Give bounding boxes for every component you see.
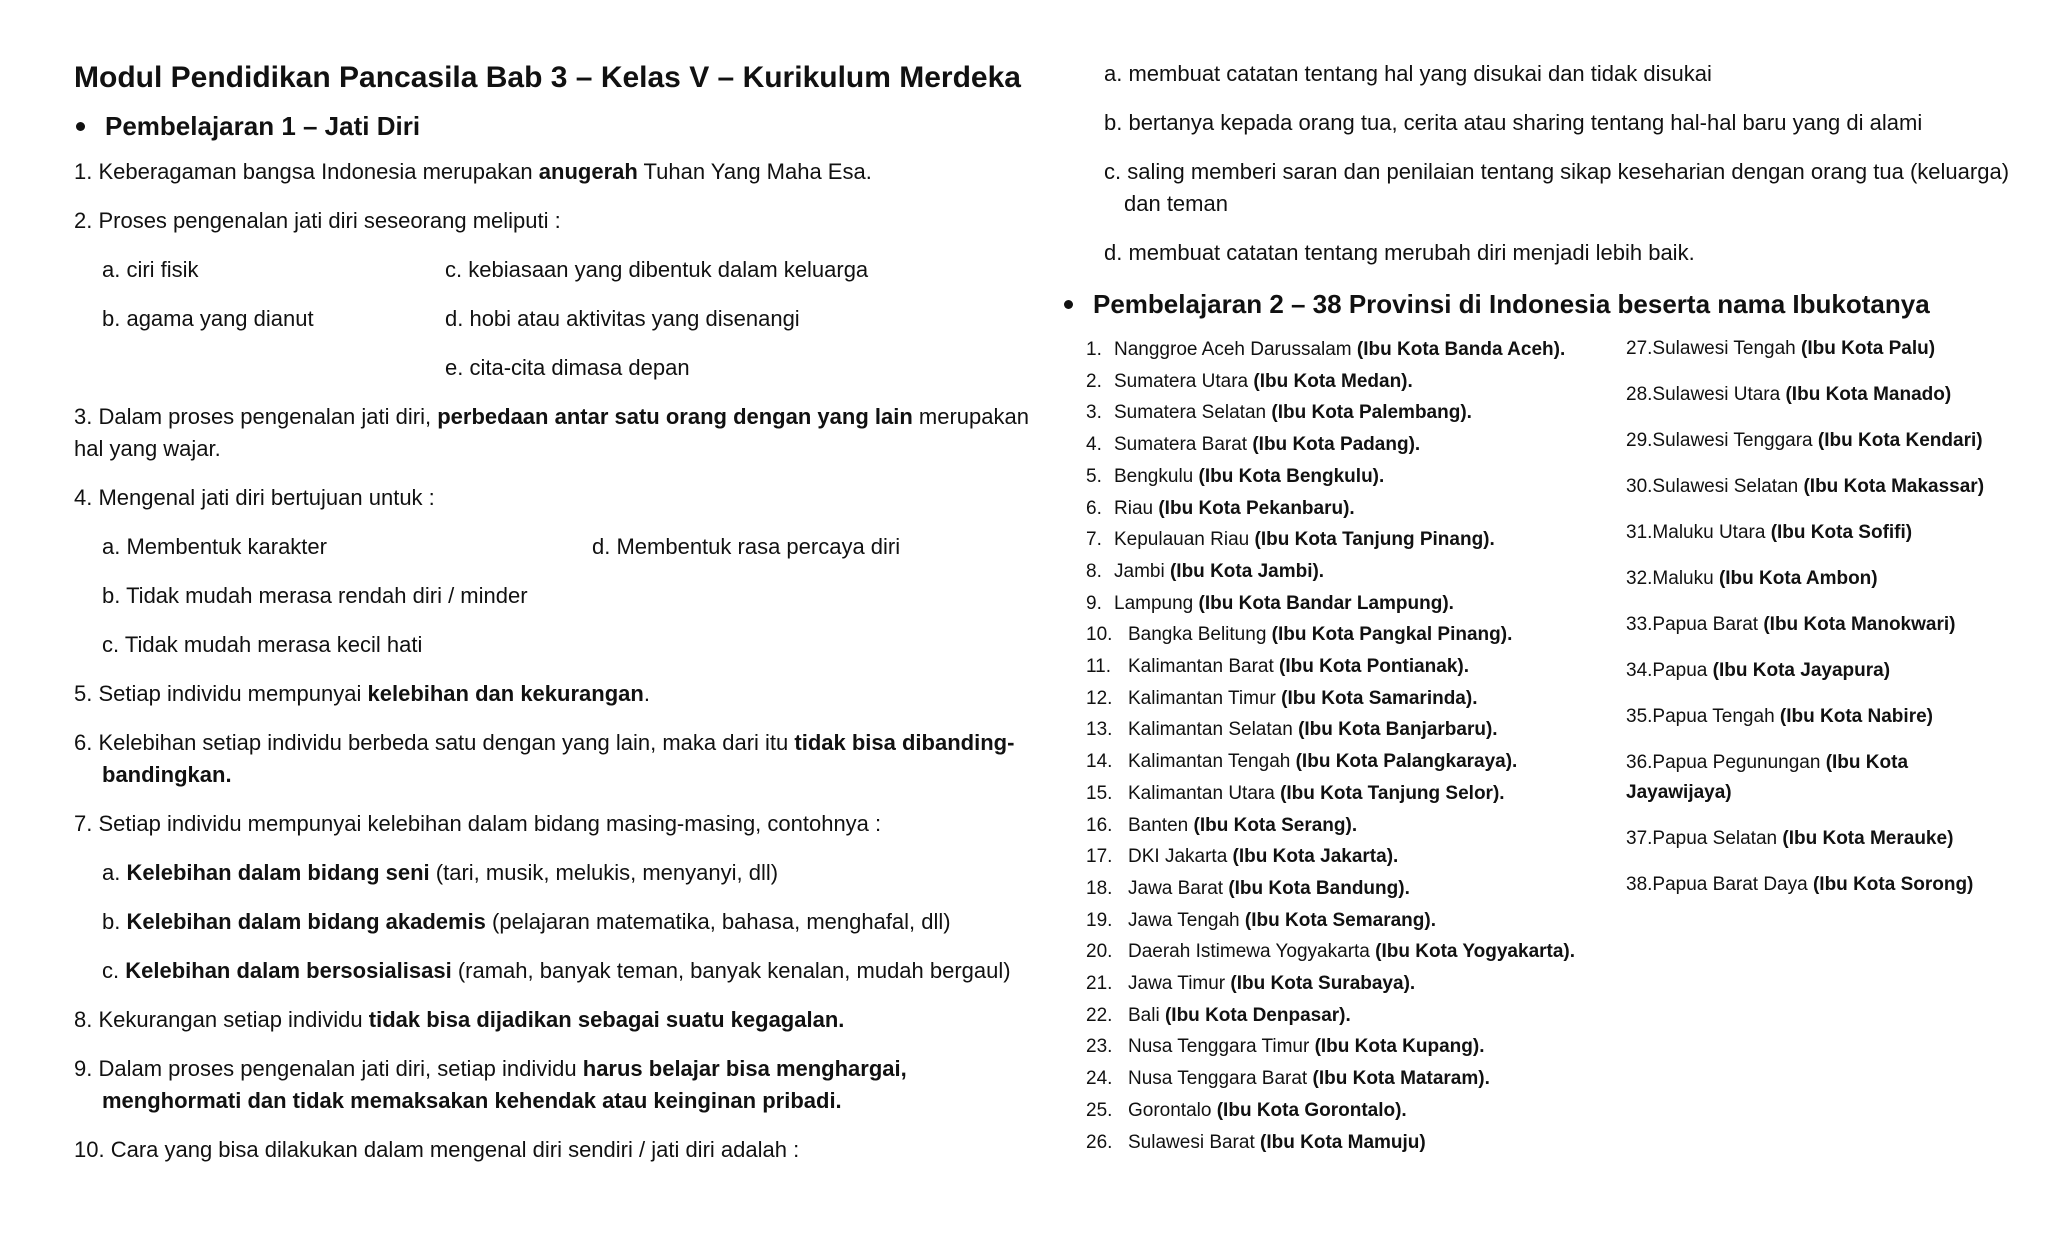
province-capital: (Ibu Kota Palembang). (1271, 402, 1472, 424)
province-number: 8. (1086, 560, 1102, 582)
province-name: Sumatera Selatan (1114, 402, 1272, 424)
section-heading-2 (1062, 286, 2022, 322)
province-name: Papua Barat (1652, 614, 1764, 635)
province-item (1086, 936, 1626, 968)
province-name: Kalimantan Barat (1128, 656, 1280, 678)
province-item (1086, 1063, 1626, 1095)
province-name: Bali (1128, 1004, 1165, 1026)
province-name: Nanggroe Aceh Darussalam (1114, 339, 1357, 360)
province-capital: (Ibu Kota Kendari) (1817, 430, 1983, 451)
province-capital: (Ibu Kota Mamuju) (1260, 1131, 1426, 1153)
province-number: 2. (1086, 370, 1102, 392)
province-number: 36. (1626, 752, 1653, 773)
province-item (1086, 493, 1626, 525)
province-item (1626, 870, 1996, 900)
item-7a: a. Kelebihan dalam bidang seni (tari, musik, melukis, menyanyi, dll) (102, 860, 779, 885)
province-capital: (Ibu Kota Pontianak). (1279, 656, 1470, 678)
province-list-col-2 (1626, 334, 1996, 1158)
province-item (1086, 588, 1626, 620)
province-name: Lampung (1114, 592, 1199, 614)
province-name: Papua Pegunungan (1652, 752, 1826, 773)
province-number: 28. (1626, 384, 1653, 405)
province-name: Kalimantan Tengah (1128, 751, 1296, 773)
province-number: 6. (1086, 497, 1102, 519)
province-number: 12. (1086, 687, 1113, 709)
section-heading-2-text: Pembelajaran 2 – 38 Provinsi di Indonesia beserta nama Ibukotanya (1093, 289, 1930, 319)
province-number: 30. (1626, 476, 1653, 497)
province-name: Sulawesi Tengah (1652, 338, 1802, 359)
option-c: c. saling memberi saran dan penilaian tentang sikap keseharian dengan orang tua (keluarga) dan teman (1104, 159, 2010, 216)
province-capital: (Ibu Kota Jakarta). (1232, 846, 1399, 868)
province-item (1086, 334, 1626, 366)
province-name: Jawa Barat (1128, 877, 1229, 899)
province-name: Sulawesi Tenggara (1652, 430, 1818, 451)
province-name: Bengkulu (1114, 465, 1199, 487)
province-number: 21. (1086, 973, 1113, 995)
item-2a: a. ciri fisik (102, 257, 199, 282)
province-name: Sumatera Utara (1114, 370, 1254, 392)
bullet-icon (1064, 300, 1073, 309)
province-item (1086, 366, 1626, 398)
province-item (1086, 1000, 1626, 1032)
province-number: 31. (1626, 522, 1653, 543)
province-item (1086, 810, 1626, 842)
province-number: 32. (1626, 568, 1653, 589)
province-name: Bangka Belitung (1128, 624, 1272, 646)
province-number: 13. (1086, 719, 1113, 741)
province-name: Jawa Tengah (1128, 909, 1245, 931)
province-list-col-1 (1086, 334, 1626, 1158)
province-item (1086, 778, 1626, 810)
province-item (1086, 841, 1626, 873)
province-item (1086, 619, 1626, 651)
province-capital: (Ibu Kota Banda Aceh). (1356, 339, 1566, 360)
province-name: Kepulauan Riau (1114, 529, 1255, 551)
option-d: d. membuat catatan tentang merubah diri menjadi lebih baik. (1104, 240, 1695, 265)
item-6: 6. Kelebihan setiap individu berbeda satu dengan yang lain, maka dari itu tidak bisa dibanding-bandingkan. (74, 730, 1015, 787)
province-item (1086, 683, 1626, 715)
province-item (1626, 702, 1996, 732)
item-2b: b. agama yang dianut (102, 306, 314, 331)
province-item (1626, 380, 1996, 410)
province-capital: (Ibu Kota Semarang). (1244, 909, 1436, 931)
province-item (1086, 1095, 1626, 1127)
province-number: 15. (1086, 782, 1113, 804)
province-item (1086, 524, 1626, 556)
province-name: Jawa Timur (1128, 973, 1231, 995)
province-capital: (Ibu Kota Serang). (1193, 814, 1358, 836)
province-number: 19. (1086, 909, 1113, 931)
province-item (1086, 429, 1626, 461)
item-4b: b. Tidak mudah merasa rendah diri / minder (102, 583, 528, 608)
province-item (1626, 824, 1996, 854)
province-capital: (Ibu Kota Pekanbaru). (1158, 497, 1355, 519)
province-name: Papua Selatan (1652, 828, 1783, 849)
province-capital: (Ibu Kota Bengkulu). (1198, 465, 1385, 487)
item-4d: d. Membentuk rasa percaya diri (592, 534, 901, 559)
province-name: Gorontalo (1128, 1099, 1217, 1121)
province-capital: (Ibu Kota Kupang). (1314, 1036, 1485, 1058)
province-number: 3. (1086, 402, 1102, 424)
province-capital: (Ibu Kota Samarinda). (1281, 687, 1478, 709)
province-name: Kalimantan Utara (1128, 782, 1281, 804)
option-b: b. bertanya kepada orang tua, cerita atau sharing tentang hal-hal baru yang di alami (1104, 110, 1923, 135)
province-name: Sulawesi Selatan (1652, 476, 1804, 497)
item-2c: c. kebiasaan yang dibentuk dalam keluarga (445, 257, 869, 282)
item-2d: d. hobi atau aktivitas yang disenangi (445, 306, 800, 331)
province-name: Jambi (1114, 560, 1170, 582)
province-capital: (Ibu Kota Jayawijaya) (1626, 752, 1909, 803)
page-title: Modul Pendidikan Pancasila Bab 3 – Kelas V – Kurikulum Merdeka (74, 61, 1021, 94)
province-capital: (Ibu Kota Yogyakarta). (1375, 941, 1576, 963)
province-capital: (Ibu Kota Pangkal Pinang). (1271, 624, 1513, 646)
province-capital: (Ibu Kota Padang). (1252, 434, 1421, 456)
province-number: 29. (1626, 430, 1653, 451)
item-7c: c. Kelebihan dalam bersosialisasi (ramah, banyak teman, banyak kenalan, mudah bergaul) (102, 958, 1011, 983)
province-name: Kalimantan Timur (1128, 687, 1282, 709)
item-4a: a. Membentuk karakter (102, 534, 327, 559)
province-capital: (Ibu Kota Jambi). (1169, 560, 1325, 582)
province-name: Papua (1652, 660, 1713, 681)
province-number: 24. (1086, 1068, 1113, 1090)
option-a: a. membuat catatan tentang hal yang disukai dan tidak disukai (1104, 61, 1712, 86)
item-4: 4. Mengenal jati diri bertujuan untuk : (74, 485, 435, 510)
province-number: 38. (1626, 874, 1653, 895)
province-capital: (Ibu Kota Surabaya). (1230, 973, 1416, 995)
province-capital: (Ibu Kota Sofifi) (1770, 522, 1913, 543)
item-2e: e. cita-cita dimasa depan (445, 355, 690, 380)
province-number: 37. (1626, 828, 1653, 849)
province-capital: (Ibu Kota Sorong) (1812, 874, 1974, 895)
province-name: Maluku (1652, 568, 1719, 589)
province-number: 22. (1086, 1004, 1113, 1026)
province-number: 18. (1086, 877, 1113, 899)
item-2-row-1 (102, 254, 1034, 286)
province-number: 33. (1626, 614, 1653, 635)
province-capital: (Ibu Kota Ambon) (1718, 568, 1878, 589)
province-capital: (Ibu Kota Tanjung Pinang). (1254, 529, 1495, 551)
province-capital: (Ibu Kota Palu) (1801, 338, 1936, 359)
province-number: 34. (1626, 660, 1653, 681)
province-name: Papua Barat Daya (1652, 874, 1813, 895)
section-heading-1-text: Pembelajaran 1 – Jati Diri (105, 111, 421, 141)
province-number: 20. (1086, 941, 1113, 963)
item-2-row-3 (102, 352, 1034, 384)
province-item (1086, 905, 1626, 937)
right-column (1062, 58, 2022, 1158)
province-capital: (Ibu Kota Bandar Lampung). (1198, 592, 1454, 614)
province-capital: (Ibu Kota Mataram). (1312, 1068, 1490, 1090)
item-2: 2. Proses pengenalan jati diri seseorang meliputi : (74, 208, 561, 233)
province-capital: (Ibu Kota Tanjung Selor). (1280, 782, 1505, 804)
province-number: 25. (1086, 1099, 1113, 1121)
province-name: Kalimantan Selatan (1128, 719, 1299, 741)
province-capital: (Ibu Kota Gorontalo). (1216, 1099, 1407, 1121)
province-name: Sulawesi Barat (1128, 1131, 1261, 1153)
province-capital: (Ibu Kota Merauke) (1782, 828, 1954, 849)
province-capital: (Ibu Kota Manado) (1785, 384, 1952, 405)
item-2-row-2 (102, 303, 1034, 335)
province-item (1086, 1031, 1626, 1063)
province-number: 4. (1086, 434, 1102, 456)
item-7b: b. Kelebihan dalam bidang akademis (pelajaran matematika, bahasa, menghafal, dll) (102, 909, 951, 934)
province-item (1086, 968, 1626, 1000)
province-item (1626, 610, 1996, 640)
item-3: 3. Dalam proses pengenalan jati diri, perbedaan antar satu orang dengan yang lain merupakan hal yang wajar. (74, 404, 1029, 461)
province-item (1626, 748, 1996, 808)
province-capital: (Ibu Kota Bandung). (1228, 877, 1410, 899)
province-name: Papua Tengah (1652, 706, 1780, 727)
province-item (1626, 472, 1996, 502)
province-name: Maluku Utara (1652, 522, 1771, 543)
province-capital: (Ibu Kota Makassar) (1803, 476, 1985, 497)
province-item (1626, 426, 1996, 456)
section-heading-1 (74, 108, 1034, 144)
province-item (1086, 397, 1626, 429)
item-4c: c. Tidak mudah merasa kecil hati (102, 632, 423, 657)
province-name: DKI Jakarta (1128, 846, 1233, 868)
item-8: 8. Kekurangan setiap individu tidak bisa dijadikan sebagai suatu kegagalan. (74, 1007, 845, 1032)
province-capital: (Ibu Kota Manokwari) (1763, 614, 1956, 635)
province-name: Nusa Tenggara Timur (1128, 1036, 1315, 1058)
province-number: 1. (1086, 339, 1102, 360)
item-7: 7. Setiap individu mempunyai kelebihan dalam bidang masing-masing, contohnya : (74, 811, 882, 836)
item-1: 1. Keberagaman bangsa Indonesia merupakan anugerah Tuhan Yang Maha Esa. (74, 159, 872, 184)
province-capital: (Ibu Kota Jayapura) (1712, 660, 1891, 681)
province-capital: (Ibu Kota Nabire) (1779, 706, 1933, 727)
province-number: 27. (1626, 338, 1653, 359)
province-capital: (Ibu Kota Denpasar). (1164, 1004, 1351, 1026)
province-capital: (Ibu Kota Palangkaraya). (1295, 751, 1518, 773)
province-list (1086, 334, 2022, 1158)
province-item (1626, 656, 1996, 686)
province-number: 35. (1626, 706, 1653, 727)
province-name: Nusa Tenggara Barat (1128, 1068, 1313, 1090)
item-5: 5. Setiap individu mempunyai kelebihan dan kekurangan. (74, 681, 650, 706)
province-item (1086, 714, 1626, 746)
province-item (1626, 334, 1996, 364)
province-number: 10. (1086, 624, 1113, 646)
left-column (74, 58, 1034, 1183)
province-item (1626, 564, 1996, 594)
province-item (1086, 651, 1626, 683)
province-item (1086, 873, 1626, 905)
province-name: Riau (1114, 497, 1159, 519)
province-number: 14. (1086, 751, 1113, 773)
province-item (1086, 1127, 1626, 1159)
province-number: 26. (1086, 1131, 1113, 1153)
province-number: 7. (1086, 529, 1102, 551)
province-item (1086, 461, 1626, 493)
province-number: 23. (1086, 1036, 1113, 1058)
province-name: Sumatera Barat (1114, 434, 1253, 456)
bullet-icon (76, 122, 85, 131)
province-item (1626, 518, 1996, 548)
province-capital: (Ibu Kota Banjarbaru). (1298, 719, 1498, 741)
item-9: 9. Dalam proses pengenalan jati diri, setiap individu harus belajar bisa menghargai, menghormati dan tidak memaksakan kehendak atau keinginan pribadi. (74, 1056, 907, 1113)
province-name: Sulawesi Utara (1652, 384, 1786, 405)
province-name: Daerah Istimewa Yogyakarta (1128, 941, 1376, 963)
province-number: 16. (1086, 814, 1113, 836)
item-10: 10. Cara yang bisa dilakukan dalam mengenal diri sendiri / jati diri adalah : (74, 1137, 800, 1162)
item-4-row-1 (102, 531, 1034, 563)
province-number: 11. (1086, 656, 1112, 678)
province-item (1086, 746, 1626, 778)
province-number: 9. (1086, 592, 1102, 614)
province-capital: (Ibu Kota Medan). (1253, 370, 1413, 392)
province-number: 17. (1086, 846, 1113, 868)
province-item (1086, 556, 1626, 588)
province-number: 5. (1086, 465, 1102, 487)
province-name: Banten (1128, 814, 1194, 836)
